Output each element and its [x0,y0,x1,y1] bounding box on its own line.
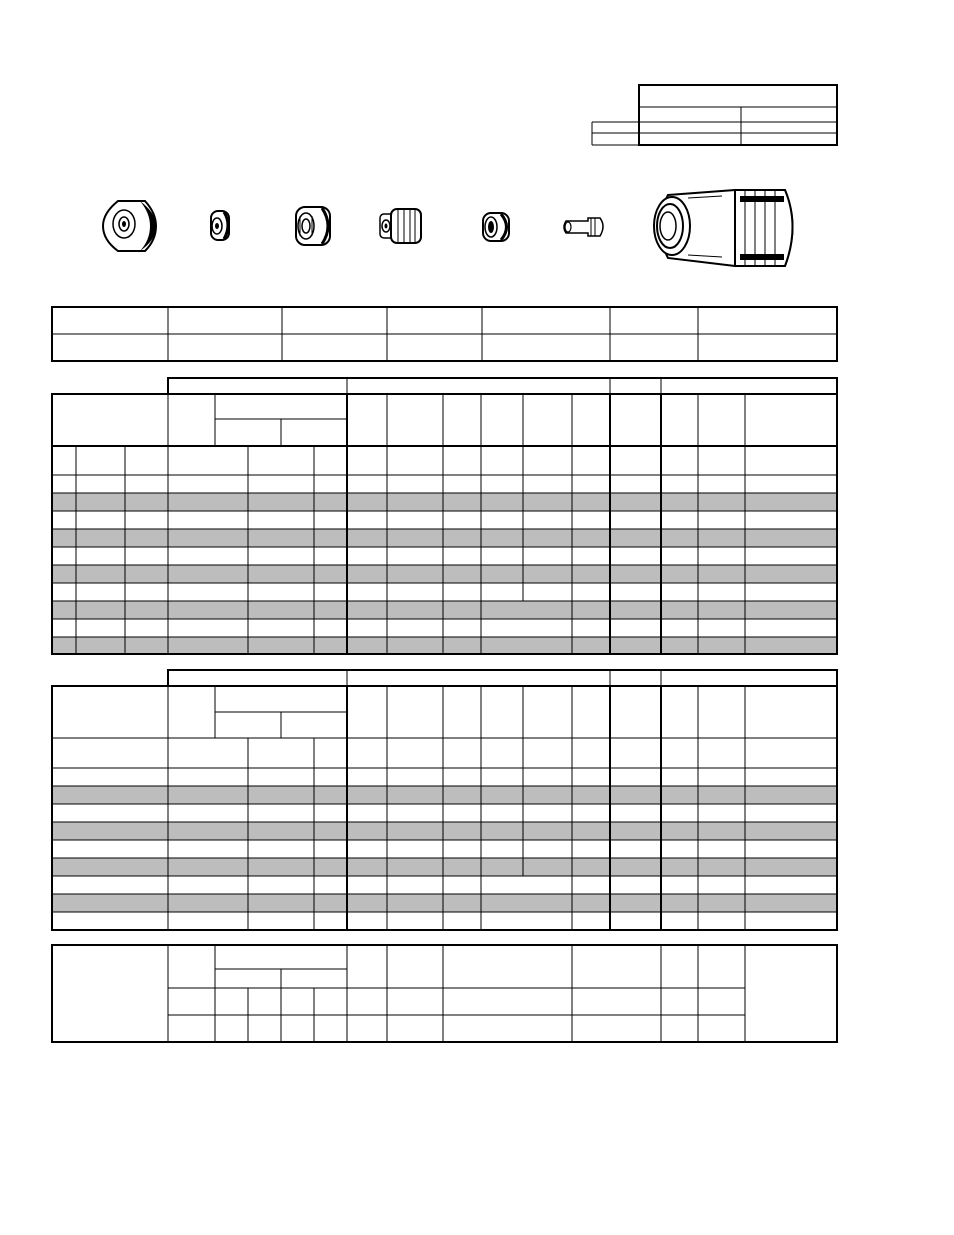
consumable-parts-row [103,190,793,266]
retaining-cap-icon [211,211,229,240]
swirl-ring-icon [483,213,509,241]
nozzle-retaining-cap-icon [296,207,330,245]
nozzle-icon [380,209,421,243]
electrode-icon [564,218,603,236]
bottom-summary-table [52,945,837,1042]
shield-icon [103,201,156,251]
cut-table-metric [52,378,837,654]
cut-table-english [52,670,837,930]
top-right-settings-table [592,85,837,145]
torch-body-icon [654,190,793,266]
part-number-table [52,307,837,361]
